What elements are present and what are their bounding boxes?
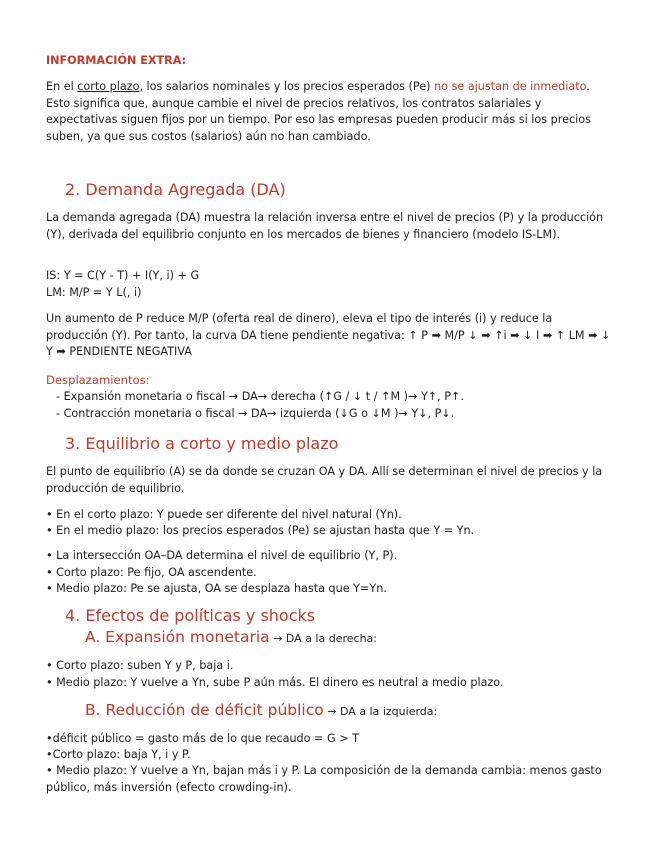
a-bullet-2: • Medio plazo: Y vuelve a Yn, sube P aún más. El dinero es neutral a medio plazo. [46, 676, 504, 689]
extra-heading: INFORMACIÓN EXTRA: [46, 54, 187, 67]
extra-text-post: . Esto significa que, aunque cambie el nivel de precios relativos, los contratos salariales y expectativas siguen fijos por un tiempo. Por eso las empresas pueden producir más si los precios suben, ya que sus costos (salarios) aún no han cambiado. [46, 80, 591, 143]
section-2-explanation: Un aumento de P reduce M/P (oferta real de dinero), eleva el tipo de interés (i) y reduce la producción (Y). Por tanto, la curva DA tiene pendiente negativa: ↑ P ➡ M/P ↓ ➡ ↑i ➡ ↓ I ➡ ↑ LM ➡ ↓ Y ➡ PENDIENTE NEGATIVA [46, 312, 611, 358]
subsection-a-title: A. Expansión monetaria [85, 628, 270, 646]
subsection-a [85, 627, 655, 649]
extra-paragraph [46, 79, 616, 145]
b-bullet-3: • Medio plazo: Y vuelve a Yn, bajan más i y P. La composición de la demanda cambia: menos gasto público, más inversión (efecto crowding-in). [46, 764, 602, 794]
subsection-b [85, 700, 655, 722]
extra-text-pre: En el [46, 80, 78, 93]
s3-bullet-5: • Medio plazo: Pe se ajusta, OA se desplaza hasta que Y=Yn. [46, 582, 387, 595]
s3-bullet-1: • En el corto plazo: Y puede ser diferente del nivel natural (Yn). [46, 508, 402, 521]
b-bullet-1: •déficit público = gasto más de lo que recaudo = G > T [46, 732, 359, 745]
subsection-b-title: B. Reducción de déficit público [85, 701, 324, 719]
section-2-intro: La demanda agregada (DA) muestra la relación inversa entre el nivel de precios (P) y la producción (Y), derivada del equilibrio conjunto en los mercados de bienes y financiero (modelo IS-LM). [46, 211, 604, 241]
subsection-b-note: → DA a la izquierda: [327, 705, 438, 718]
s3-bullet-3: • La intersección OA–DA determina el nivel de equilibrio (Y, P). [46, 549, 398, 562]
a-bullet-1: • Corto plazo: suben Y y P, baja i. [46, 659, 234, 672]
extra-text-mid: , los salarios nominales y los precios esperados (Pe) [139, 80, 435, 93]
s3-bullet-2: • En el medio plazo: los precios esperados (Pe) se ajustan hasta que Y = Yn. [46, 524, 475, 537]
extra-text-underlined: corto plazo [77, 80, 140, 93]
subsection-a-note: → DA a la derecha: [273, 632, 377, 645]
equation-lm: LM: M/P = Y L(, i) [46, 285, 142, 299]
s3-bullet-4: • Corto plazo: Pe fijo, OA ascendente. [46, 566, 257, 579]
equation-is: IS: Y = C(Y - T) + I(Y, i) + G [46, 269, 200, 282]
equations [46, 268, 616, 301]
shift-contraction: - Contracción monetaria o fiscal → DA→ izquierda (↓G o ↓M )→ Y↓, P↓. [56, 407, 455, 420]
section-3-title: 3. Equilibrio a corto y medio plazo [65, 434, 339, 453]
section-3-intro: El punto de equilibrio (A) se da donde se cruzan OA y DA. Allí se determinan el nivel de precios y la producción de equilibrio. [46, 465, 603, 495]
b-bullet-2: •Corto plazo: baja Y, i y P. [46, 748, 191, 761]
section-4-title: 4. Efectos de políticas y shocks [65, 606, 316, 625]
extra-text-highlight: no se ajustan de inmediato [434, 80, 587, 93]
section-2-title: 2. Demanda Agregada (DA) [65, 180, 286, 199]
shift-expansion: - Expansión monetaria o fiscal → DA→ derecha (↑G / ↓ t / ↑M )→ Y↑, P↑. [56, 390, 464, 403]
shifts-heading: Desplazamientos: [46, 373, 150, 387]
